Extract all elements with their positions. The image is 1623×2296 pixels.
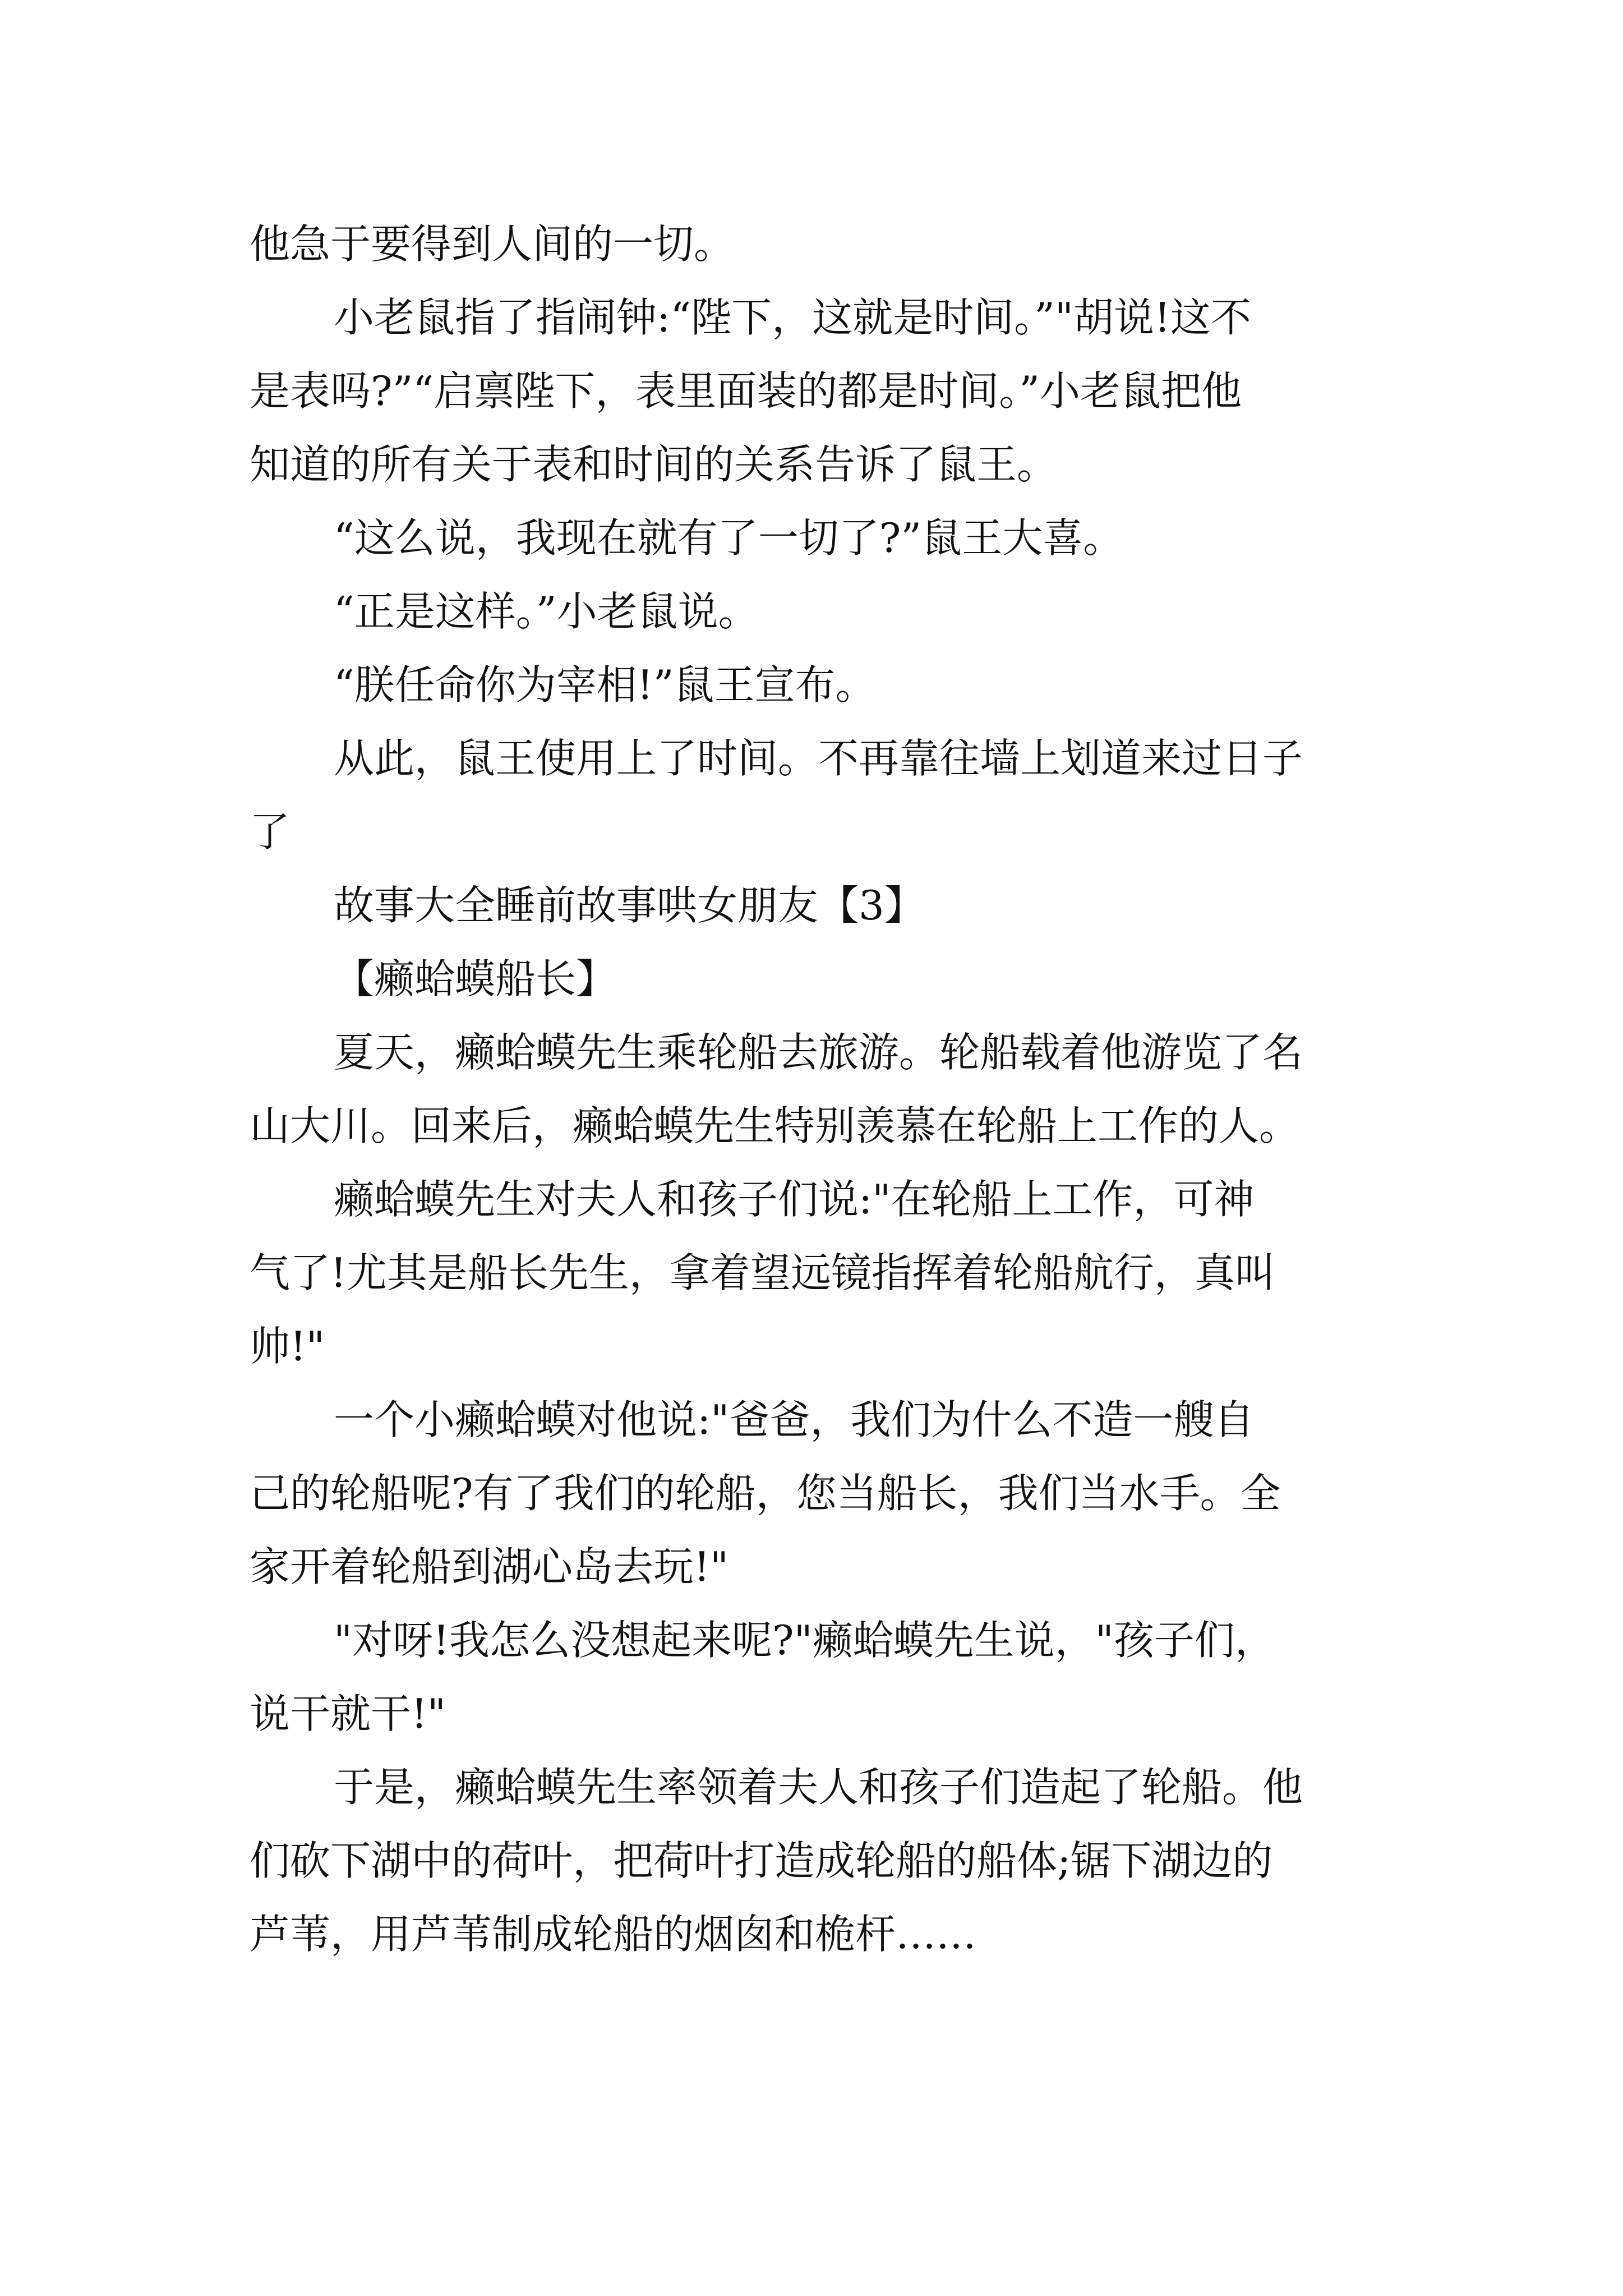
text-line: 们砍下湖中的荷叶，把荷叶打造成轮船的船体;锯下湖边的	[250, 1837, 1273, 1884]
text-line: 夏天，癞蛤蟆先生乘轮船去旅游。轮船载着他游览了名	[334, 1029, 1303, 1076]
text-line: 说干就干!"	[250, 1690, 446, 1737]
text-line: "对呀!我怎么没想起来呢?"癞蛤蟆先生说，"孩子们，	[334, 1617, 1275, 1664]
text-line: “朕任命你为宰相!”鼠王宣布。	[334, 661, 876, 708]
text-line: 于是，癞蛤蟆先生率领着夫人和孩子们造起了轮船。他	[334, 1764, 1303, 1811]
story-title: 【癞蛤蟆船长】	[334, 955, 617, 1002]
text-line: 从此，鼠王使用上了时间。不再靠往墙上划道来过日子	[334, 735, 1303, 782]
text-line: 小老鼠指了指闹钟:“陛下，这就是时间。”"胡说!这不	[334, 294, 1251, 341]
text-line: 是表吗?”“启禀陛下，表里面装的都是时间。”小老鼠把他	[250, 367, 1242, 415]
text-line: 山大川。回来后，癞蛤蟆先生特别羡慕在轮船上工作的人。	[250, 1102, 1300, 1149]
text-line: 帅!"	[250, 1323, 325, 1370]
section-heading: 故事大全睡前故事哄女朋友【3】	[334, 882, 925, 929]
text-line: 了	[250, 808, 291, 855]
text-line: “这么说，我现在就有了一切了?”鼠王大喜。	[334, 514, 1124, 562]
text-line: 癞蛤蟆先生对夫人和孩子们说:"在轮船上工作，可神	[334, 1176, 1255, 1223]
text-line: “正是这样。”小老鼠说。	[334, 588, 759, 635]
text-line: 知道的所有关于表和时间的关系告诉了鼠王。	[250, 441, 1058, 488]
text-line: 气了!尤其是船长先生，拿着望远镜指挥着轮船航行，真叫	[250, 1249, 1275, 1296]
text-line: 家开着轮船到湖心岛去玩!"	[250, 1543, 729, 1590]
text-line: 他急于要得到人间的一切。	[250, 220, 735, 268]
text-line: 芦苇，用芦苇制成轮船的烟囱和桅杆……	[250, 1911, 977, 1958]
document-body	[250, 208, 1388, 1971]
text-line: 己的轮船呢?有了我们的轮船，您当船长，我们当水手。全	[250, 1470, 1281, 1517]
text-line: 一个小癞蛤蟆对他说:"爸爸，我们为什么不造一艘自	[334, 1396, 1255, 1443]
